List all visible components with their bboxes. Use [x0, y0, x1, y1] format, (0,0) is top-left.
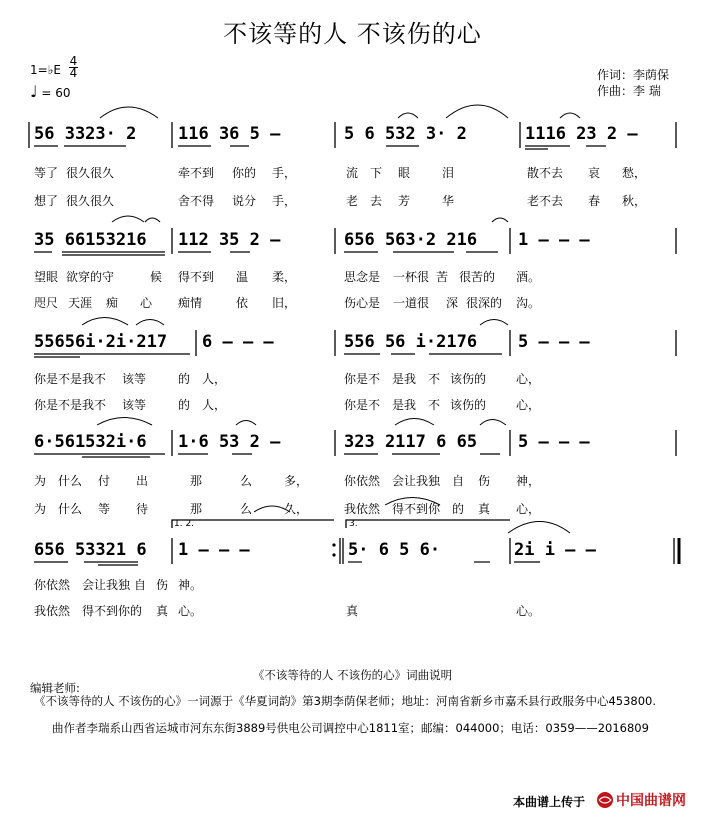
lyric: 华 [442, 194, 455, 208]
lyric: 泪 [442, 166, 455, 180]
lyric: 得不到你的 [82, 604, 143, 618]
lyric: 该伤的 [450, 372, 487, 386]
lyric: 么 [240, 502, 253, 516]
lyric: 自 [452, 474, 465, 488]
lyric: 为 [34, 502, 47, 516]
lyric: 出 [136, 474, 149, 488]
logo-globe-icon [596, 791, 614, 809]
lyric: 的 [178, 372, 191, 386]
lyric: 哀 [588, 166, 601, 180]
lyric: 一杯很 [393, 270, 430, 284]
lyric: 得不到你 [392, 502, 441, 516]
lyric: 你依然 [344, 474, 381, 488]
lyric: 眼 [398, 166, 411, 180]
lyric: 温 [236, 270, 249, 284]
lyric: 柔， [272, 270, 297, 284]
measure-r5-4: 2i i – – [514, 540, 596, 560]
time-sig-bottom: 4 [69, 66, 78, 80]
lyric: 我依然 [34, 604, 71, 618]
measure-r2-3: 656 563·2 216 [344, 230, 478, 250]
lyric: 望眼 [34, 270, 59, 284]
lyric: 说分 [232, 194, 257, 208]
lyric: 你是不是我不 [34, 398, 107, 412]
lyric: 你是不是我不 [34, 372, 107, 386]
lyric: 很苦的 [459, 270, 496, 284]
lyric: 心 [140, 296, 153, 310]
lyric: 该伤的 [450, 398, 487, 412]
lyric: 伤心是 [344, 296, 381, 310]
lyric: 心， [516, 372, 541, 386]
lyric: 等 [98, 502, 111, 516]
notes-editor: 编辑老师: [30, 681, 80, 695]
lyric: 真 [156, 604, 169, 618]
notes-line-2: 曲作者李瑞系山西省运城市河东东街3889号供电公司调控中心1811室；邮编：044000；电话：0359——2016809 [52, 721, 649, 735]
lyric: 是我 [392, 372, 417, 386]
lyric: 痴情 [178, 296, 203, 310]
lyric: 得不到 [178, 270, 215, 284]
lyric: 神， [516, 474, 541, 488]
lyric: 芳 [398, 194, 411, 208]
lyric: 什么 [58, 502, 83, 516]
lyric: 沟。 [516, 296, 541, 310]
lyric: 是我 [392, 398, 417, 412]
lyric: 很深的 [466, 296, 503, 310]
lyric: 下 [370, 166, 383, 180]
measure-r2-1: 35 66153216 [34, 230, 147, 250]
notes-line-1: 《不该等待的人 不该伤的心》一词源于《华夏词韵》第3期李荫保老师；地址：河南省新乡市嘉禾县行政服务中心453800. [34, 694, 657, 708]
quarter-note-icon: ♩ [30, 82, 38, 101]
measure-r4-1: 6·561532i·6 [34, 432, 147, 452]
lyric: 候 [150, 270, 163, 284]
lyric: 秋， [622, 194, 647, 208]
lyric: 心。 [178, 604, 203, 618]
lyric: 痴 [106, 296, 119, 310]
key-label: 1=♭E [30, 63, 61, 77]
lyric: 舍不得 [178, 194, 215, 208]
lyric: 那 [190, 502, 203, 516]
lyric: 牵不到 [178, 166, 215, 180]
lyric: 多， [284, 474, 309, 488]
lyric: 久， [284, 502, 309, 516]
lyric: 我依然 [344, 502, 381, 516]
measure-r3-3: 556 56 i·2176 [344, 332, 478, 352]
volta-1-2: 1. 2. [174, 519, 195, 529]
measure-r5-3: 5· 6 5 6· [348, 540, 441, 560]
lyric: 不 [428, 372, 441, 386]
lyric: 人， [202, 398, 227, 412]
measure-r4-4: 5 – – – [518, 432, 590, 452]
lyric: 流 [346, 166, 359, 180]
lyric: 去 [370, 194, 383, 208]
lyric: 神。 [178, 578, 203, 592]
lyric: 酒。 [516, 270, 541, 284]
lyric: 心， [516, 502, 541, 516]
lyric: 手， [272, 194, 297, 208]
lyric: 该等 [122, 398, 147, 412]
composer-credit: 作曲：李 瑞 [597, 84, 661, 98]
measure-r3-1: 55656i·2i·217 [34, 332, 168, 352]
lyric: 等了 [34, 166, 59, 180]
lyric: 老不去 [527, 194, 564, 208]
song-title: 不该等的人 不该伤的心 [223, 20, 482, 48]
upload-text: 本曲谱上传于 [513, 795, 586, 809]
measure-r3-2: 6 – – – [202, 332, 274, 352]
measure-r4-3: 323 2117 6 65 [344, 432, 478, 452]
lyric: 会让我独 [392, 474, 441, 488]
measure-r3-4: 5 – – – [518, 332, 590, 352]
measure-r5-2: 1 – – – [178, 540, 250, 560]
measure-r1-2: 116 36 5 – [178, 124, 281, 144]
lyric: 欲穿的守 [66, 270, 115, 284]
lyric: 真 [346, 604, 359, 618]
measure-r1-3: 5 6 532 3· 2 [344, 124, 467, 144]
lyric: 想了 [34, 194, 59, 208]
lyric: 待 [136, 502, 149, 516]
lyric: 伤 [156, 578, 169, 592]
notes-caption: 《不该等待的人 不该伤的心》词曲说明 [252, 668, 453, 682]
lyric: 很久很久 [66, 166, 115, 180]
measure-r1-4: 1116 23 2 – [525, 124, 638, 144]
lyric: 会让我独 [82, 578, 131, 592]
volta-3: 3. [349, 519, 358, 529]
lyric: 为 [34, 474, 47, 488]
lyric: 很久很久 [66, 194, 115, 208]
measure-r2-2: 112 35 2 – [178, 230, 281, 250]
lyric: 愁， [622, 166, 647, 180]
lyric: 思念是 [344, 270, 381, 284]
lyric: 该等 [122, 372, 147, 386]
lyric: 散不去 [527, 166, 564, 180]
lyric: 依 [236, 296, 249, 310]
lyric: 那 [190, 474, 203, 488]
lyric: 自 [134, 578, 147, 592]
lyric: 伤 [478, 474, 491, 488]
measure-r2-4: 1 – – – [518, 230, 590, 250]
brand-name: 中国曲谱网 [616, 793, 686, 809]
lyric: 心。 [516, 604, 541, 618]
lyric: 老 [346, 194, 359, 208]
lyric: 人， [202, 372, 227, 386]
tempo-value: = 60 [41, 86, 71, 100]
lyric: 一道很 [393, 296, 430, 310]
lyric: 不 [428, 398, 441, 412]
lyric: 什么 [58, 474, 83, 488]
time-sig-top: 4 [69, 54, 78, 68]
lyric: 的 [452, 502, 465, 516]
lyric: 天涯 [68, 296, 93, 310]
lyric: 的 [178, 398, 191, 412]
site-logo[interactable] [596, 790, 686, 810]
lyric: 付 [98, 474, 111, 488]
measure-r5-1: 656 53321 6 [34, 540, 147, 560]
measure-r1-1: 56 3323· 2 [34, 124, 137, 144]
lyric: 春 [588, 194, 601, 208]
lyric: 旧， [272, 296, 297, 310]
lyric: 心， [516, 398, 541, 412]
lyric: 手， [272, 166, 297, 180]
measure-r4-2: 1·6 53 2 – [178, 432, 281, 452]
lyric: 你是不 [344, 398, 381, 412]
lyric: 你依然 [34, 578, 71, 592]
lyricist-credit: 作词：李荫保 [597, 68, 670, 82]
lyric: 真 [478, 502, 491, 516]
lyric: 么 [240, 474, 253, 488]
lyric: 深 [446, 296, 459, 310]
lyric: 你是不 [344, 372, 381, 386]
lyric: 你的 [232, 166, 257, 180]
lyric: 苦 [436, 270, 449, 284]
lyric: 咫尺 [34, 296, 59, 310]
